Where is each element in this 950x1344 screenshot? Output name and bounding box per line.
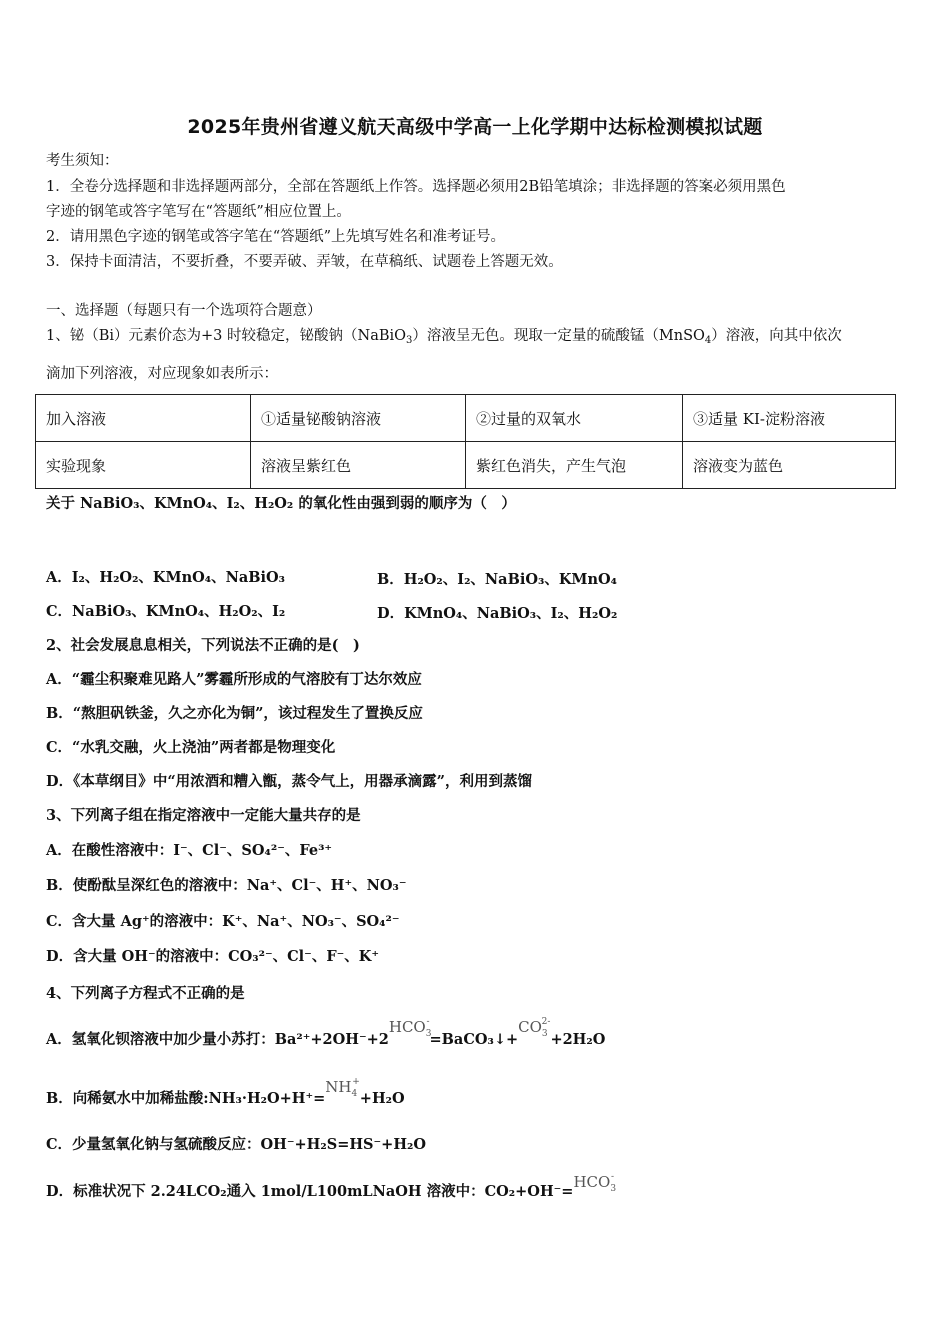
q4-a-post: +2H₂O bbox=[550, 1031, 606, 1048]
formula-sub: 3 bbox=[610, 1184, 617, 1194]
q1-stem-b-sub: 4 bbox=[704, 335, 712, 346]
q1-option-b: B．H₂O₂、I₂、NaBiO₃、KMnO₄ bbox=[377, 571, 617, 588]
q2-stem: 2、社会发展息息相关，下列说法不正确的是( ) bbox=[46, 637, 360, 654]
q4-option-d bbox=[46, 1172, 617, 1204]
q1-stem-a: 1、铋（Bi）元素价态为+3 时较稳定，铋酸钠（NaBiO bbox=[46, 328, 407, 344]
formula-sub: 3 bbox=[541, 1029, 548, 1039]
q3-option-c: C．含大量 Ag⁺的溶液中：K⁺、Na⁺、NO₃⁻、SO₄²⁻ bbox=[46, 913, 400, 930]
formula-base: NH bbox=[325, 1078, 352, 1096]
notice-item-3: 3．保持卡面清洁，不要折叠，不要弄破、弄皱，在草稿纸、试题卷上答题无效。 bbox=[46, 254, 563, 270]
table-cell: ①适量铋酸钠溶液 bbox=[251, 395, 466, 442]
notice-item-1-cont: 字迹的钢笔或答字笔写在“答题纸”相应位置上。 bbox=[46, 204, 351, 220]
formula-sup: - bbox=[611, 1172, 615, 1182]
q4-a-formula-2 bbox=[518, 1017, 550, 1040]
table-cell: ③适量 KI-淀粉溶液 bbox=[683, 395, 896, 442]
q1-stem-c: ）溶液，向其中依次 bbox=[711, 328, 842, 344]
q2-option-b: B．“熬胆矾铁釜，久之亦化为铜”，该过程发生了置换反应 bbox=[46, 705, 423, 722]
q1-question: 关于 NaBiO₃、KMnO₄、I₂、H₂O₂ 的氧化性由强到弱的顺序为（ ） bbox=[46, 495, 516, 512]
q1-stem-b: ）溶液呈无色。现取一定量的硫酸锰（MnSO bbox=[412, 328, 705, 344]
table-cell: 紫红色消失，产生气泡 bbox=[466, 442, 683, 489]
formula-sub: 3 bbox=[425, 1029, 432, 1039]
q4-a-mid: =BaCO₃↓+ bbox=[429, 1031, 519, 1048]
table-row bbox=[36, 442, 896, 489]
q3-stem: 3、下列离子组在指定溶液中一定能大量共存的是 bbox=[46, 807, 361, 824]
experiment-table bbox=[35, 394, 896, 489]
formula-base: HCO bbox=[388, 1018, 426, 1036]
table-cell: 加入溶液 bbox=[36, 395, 251, 442]
q4-b-post: +H₂O bbox=[359, 1090, 405, 1107]
q1-stem-2: 滴加下列溶液，对应现象如表所示： bbox=[46, 366, 278, 382]
q3-option-b: B．使酚酞呈深红色的溶液中：Na⁺、Cl⁻、H⁺、NO₃⁻ bbox=[46, 877, 407, 894]
section-heading: 一、选择题（每题只有一个选项符合题意） bbox=[46, 303, 322, 319]
q1-option-a: A．I₂、H₂O₂、KMnO₄、NaBiO₃ bbox=[46, 569, 285, 586]
notice-item-1: 1．全卷分选择题和非选择题两部分，全部在答题纸上作答。选择题必须用2B铅笔填涂；非选择题的答案必须用黑色 bbox=[46, 179, 786, 195]
table-row bbox=[36, 395, 896, 442]
q4-option-a bbox=[46, 1017, 606, 1052]
formula-sup: + bbox=[352, 1077, 360, 1087]
q4-option-b bbox=[46, 1077, 405, 1111]
table-cell: 溶液变为蓝色 bbox=[683, 442, 896, 489]
q4-b-pre: B．向稀氨水中加稀盐酸:NH₃·H₂O+H⁺= bbox=[46, 1090, 326, 1107]
q1-stem-a-sub: 3 bbox=[406, 335, 413, 346]
formula-base: CO bbox=[518, 1018, 542, 1036]
formula-base: HCO bbox=[573, 1173, 611, 1191]
formula-sup: 2- bbox=[541, 1017, 551, 1027]
page-title: 2025年贵州省遵义航天高级中学高一上化学期中达标检测模拟试题 bbox=[187, 116, 763, 138]
formula-sup: - bbox=[426, 1017, 430, 1027]
q2-option-c: C．“水乳交融，火上浇油”两者都是物理变化 bbox=[46, 739, 336, 756]
q4-d-pre: D．标准状况下 2.24LCO₂通入 1mol/L100mLNaOH 溶液中：CO₂+OH⁻= bbox=[46, 1183, 574, 1200]
notice-item-2: 2．请用黑色字迹的钢笔或答字笔在“答题纸”上先填写姓名和准考证号。 bbox=[46, 229, 506, 245]
notice-heading: 考生须知： bbox=[46, 153, 119, 169]
q4-d-formula bbox=[573, 1172, 617, 1195]
q4-b-formula bbox=[325, 1077, 360, 1100]
q4-a-pre: A．氢氧化钡溶液中加少量小苏打：Ba²⁺+2OH⁻+2 bbox=[46, 1031, 389, 1048]
q3-option-a: A．在酸性溶液中：I⁻、Cl⁻、SO₄²⁻、Fe³⁺ bbox=[46, 842, 333, 859]
q2-option-d: D．《本草纲目》中“用浓酒和糟入甑，蒸令气上，用器承滴露”，利用到蒸馏 bbox=[46, 773, 533, 790]
formula-sub: 4 bbox=[351, 1089, 358, 1099]
q1-option-c: C．NaBiO₃、KMnO₄、H₂O₂、I₂ bbox=[46, 603, 286, 620]
table-cell: ②过量的双氧水 bbox=[466, 395, 683, 442]
q4-option-c: C．少量氢氧化钠与氢硫酸反应：OH⁻+H₂S=HS⁻+H₂O bbox=[46, 1136, 427, 1153]
q1-stem bbox=[46, 326, 842, 351]
table-cell: 溶液呈紫红色 bbox=[251, 442, 466, 489]
q4-stem: 4、下列离子方程式不正确的是 bbox=[46, 985, 245, 1002]
q2-option-a: A．“霾尘积聚难见路人”雾霾所形成的气溶胶有丁达尔效应 bbox=[46, 671, 422, 688]
q1-option-d: D．KMnO₄、NaBiO₃、I₂、H₂O₂ bbox=[377, 605, 618, 622]
q3-option-d: D．含大量 OH⁻的溶液中：CO₃²⁻、Cl⁻、F⁻、K⁺ bbox=[46, 948, 380, 965]
table-cell: 实验现象 bbox=[36, 442, 251, 489]
q4-a-formula-1 bbox=[389, 1017, 430, 1040]
